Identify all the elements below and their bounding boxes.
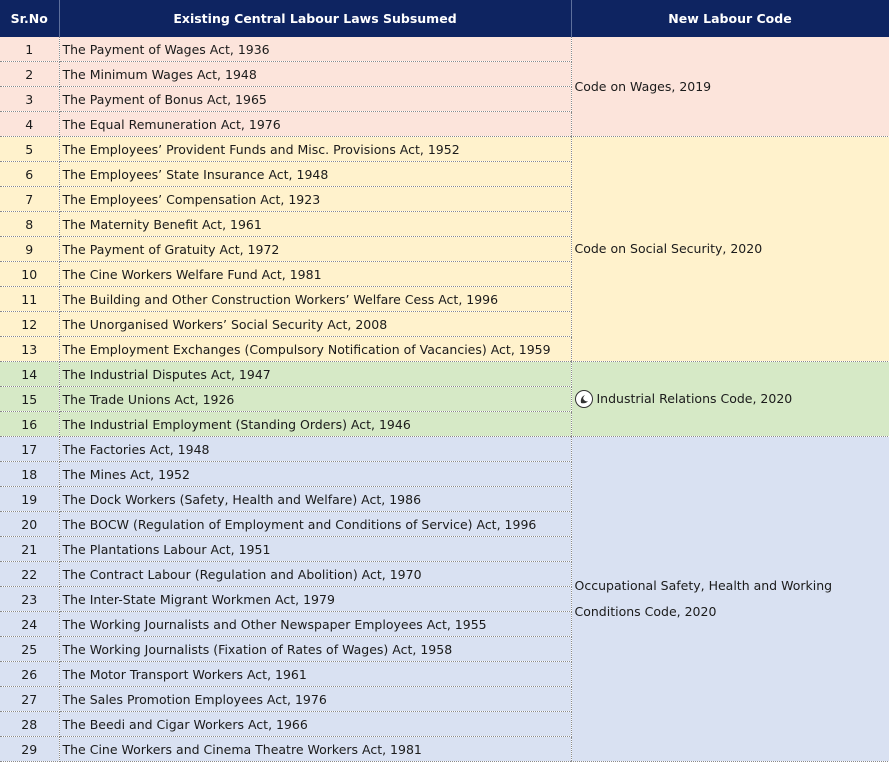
act-name: The Mines Act, 1952: [59, 462, 571, 487]
row-number: 6: [0, 162, 59, 187]
industrial-relations-code: [575, 386, 886, 412]
act-name: The Sales Promotion Employees Act, 1976: [59, 687, 571, 712]
row-number: 23: [0, 587, 59, 612]
row-number: 13: [0, 337, 59, 362]
row-number: 18: [0, 462, 59, 487]
occupational-safety-code: Occupational Safety, Health and Working Conditions Code, 2020: [571, 437, 889, 762]
row-number: 29: [0, 737, 59, 762]
row-number: 26: [0, 662, 59, 687]
row-number: 8: [0, 212, 59, 237]
row-number: 5: [0, 137, 59, 162]
header-sr-no: Sr.No: [0, 0, 59, 37]
industrial-relations-code-cell: [571, 362, 889, 437]
act-name: The Payment of Bonus Act, 1965: [59, 87, 571, 112]
row-number: 22: [0, 562, 59, 587]
act-name: The Inter-State Migrant Workmen Act, 1979: [59, 587, 571, 612]
act-name: The Contract Labour (Regulation and Abolition) Act, 1970: [59, 562, 571, 587]
row-number: 19: [0, 487, 59, 512]
act-name: The Employment Exchanges (Compulsory Notification of Vacancies) Act, 1959: [59, 337, 571, 362]
row-number: 16: [0, 412, 59, 437]
act-name: The Maternity Benefit Act, 1961: [59, 212, 571, 237]
act-name: The Dock Workers (Safety, Health and Welfare) Act, 1986: [59, 487, 571, 512]
row-number: 27: [0, 687, 59, 712]
row-number: 1: [0, 37, 59, 62]
industrial-relations-code-label: Industrial Relations Code, 2020: [596, 391, 793, 406]
table-row: [0, 362, 889, 387]
row-number: 2: [0, 62, 59, 87]
act-name: The Employees’ Provident Funds and Misc. Provisions Act, 1952: [59, 137, 571, 162]
act-name: The Employees’ Compensation Act, 1923: [59, 187, 571, 212]
table-row: [0, 437, 889, 462]
row-number: 21: [0, 537, 59, 562]
row-number: 9: [0, 237, 59, 262]
code-on-wages: Code on Wages, 2019: [571, 37, 889, 137]
row-number: 14: [0, 362, 59, 387]
act-name: The Minimum Wages Act, 1948: [59, 62, 571, 87]
act-name: The Cine Workers and Cinema Theatre Workers Act, 1981: [59, 737, 571, 762]
act-name: The Motor Transport Workers Act, 1961: [59, 662, 571, 687]
act-name: The Equal Remuneration Act, 1976: [59, 112, 571, 137]
table-row: [0, 137, 889, 162]
watermark-logo-icon: [575, 390, 593, 408]
table-header: [0, 0, 889, 37]
row-number: 12: [0, 312, 59, 337]
act-name: The Industrial Disputes Act, 1947: [59, 362, 571, 387]
row-number: 10: [0, 262, 59, 287]
code-on-social-security: Code on Social Security, 2020: [571, 137, 889, 362]
row-number: 24: [0, 612, 59, 637]
act-name: The Employees’ State Insurance Act, 1948: [59, 162, 571, 187]
row-number: 25: [0, 637, 59, 662]
row-number: 15: [0, 387, 59, 412]
row-number: 28: [0, 712, 59, 737]
row-number: 3: [0, 87, 59, 112]
act-name: The Factories Act, 1948: [59, 437, 571, 462]
row-number: 7: [0, 187, 59, 212]
act-name: The Beedi and Cigar Workers Act, 1966: [59, 712, 571, 737]
act-name: The Trade Unions Act, 1926: [59, 387, 571, 412]
row-number: 20: [0, 512, 59, 537]
act-name: The Building and Other Construction Workers’ Welfare Cess Act, 1996: [59, 287, 571, 312]
act-name: The Payment of Wages Act, 1936: [59, 37, 571, 62]
table-row: [0, 37, 889, 62]
row-number: 11: [0, 287, 59, 312]
header-existing-laws: Existing Central Labour Laws Subsumed: [59, 0, 571, 37]
header-row: [0, 0, 889, 37]
act-name: The BOCW (Regulation of Employment and Conditions of Service) Act, 1996: [59, 512, 571, 537]
row-number: 17: [0, 437, 59, 462]
act-name: The Industrial Employment (Standing Orders) Act, 1946: [59, 412, 571, 437]
act-name: The Working Journalists and Other Newspaper Employees Act, 1955: [59, 612, 571, 637]
act-name: The Plantations Labour Act, 1951: [59, 537, 571, 562]
act-name: The Working Journalists (Fixation of Rates of Wages) Act, 1958: [59, 637, 571, 662]
row-number: 4: [0, 112, 59, 137]
act-name: The Payment of Gratuity Act, 1972: [59, 237, 571, 262]
act-name: The Cine Workers Welfare Fund Act, 1981: [59, 262, 571, 287]
table-body: [0, 37, 889, 762]
header-new-code: New Labour Code: [571, 0, 889, 37]
act-name: The Unorganised Workers’ Social Security Act, 2008: [59, 312, 571, 337]
